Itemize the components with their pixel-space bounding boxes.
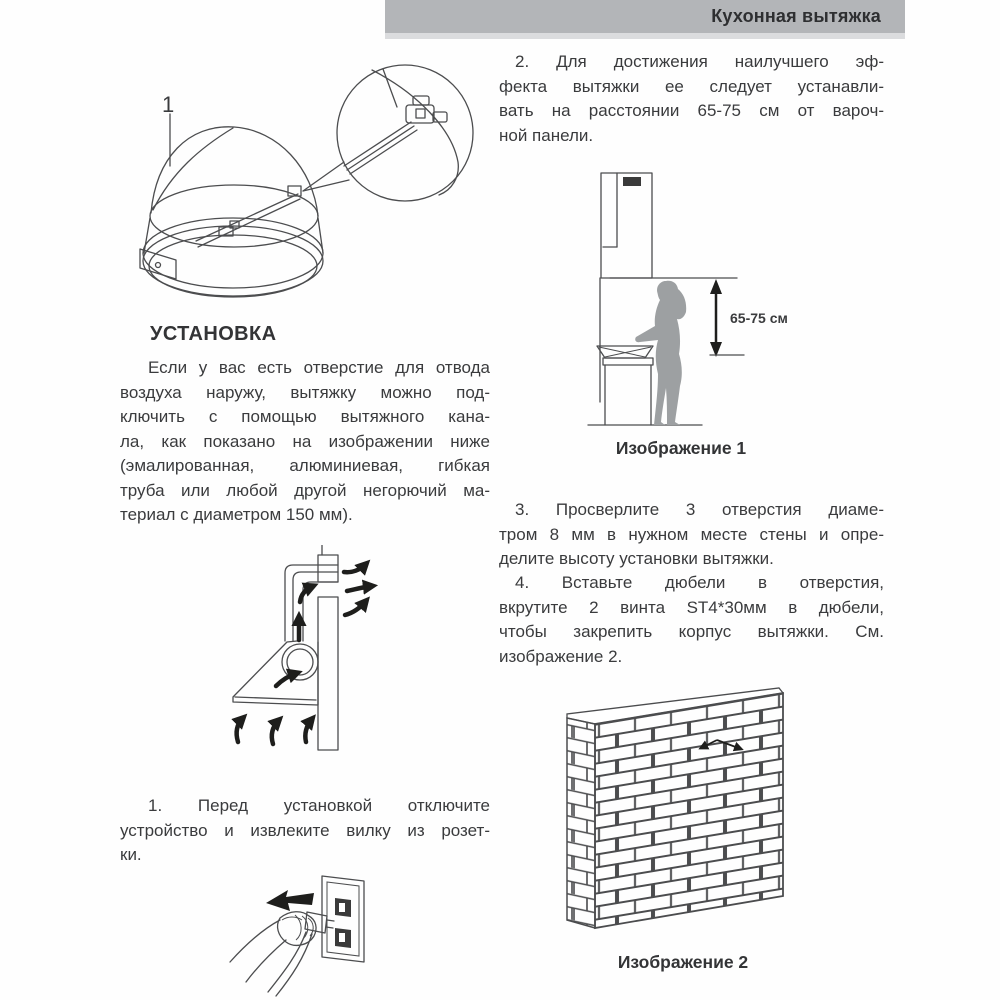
hood-profile bbox=[233, 641, 318, 705]
figure-round-hood bbox=[120, 50, 490, 310]
text-line: ла, как показано на изображении ниже bbox=[120, 431, 490, 451]
text-line: 2. Для достижения наилучшего эф- bbox=[515, 52, 884, 71]
figure-wall-duct bbox=[190, 545, 420, 775]
step-1-paragraph bbox=[120, 794, 490, 868]
figure-1 bbox=[570, 150, 870, 440]
text-line: изображение 2. bbox=[499, 646, 623, 666]
text-line: делите высоту установки вытяжки. bbox=[499, 549, 774, 568]
step-4-paragraph bbox=[499, 571, 884, 669]
part-number-label: 1 bbox=[162, 92, 175, 117]
wall-socket bbox=[322, 876, 364, 962]
text-line: ключить с помощью вытяжного кана- bbox=[120, 407, 490, 426]
figure-2-caption: Изображение 2 bbox=[617, 952, 749, 972]
text-line: ной панели. bbox=[499, 125, 594, 145]
round-hood-drawing bbox=[120, 50, 490, 310]
person-silhouette bbox=[635, 281, 686, 425]
magnifier-callout bbox=[303, 65, 473, 201]
text-line: вать на расстоянии 65-75 см от вароч- bbox=[499, 101, 884, 120]
text-line: устройство и извлеките вилку из розет- bbox=[120, 820, 490, 840]
text-line: Если у вас есть отверстие для отвода bbox=[148, 358, 490, 377]
figure-unplug bbox=[210, 870, 440, 1000]
hood-body-outline bbox=[143, 114, 323, 297]
figure-2 bbox=[545, 680, 795, 980]
pull-direction-arrow bbox=[266, 890, 314, 911]
dimension-label: 65-75 см bbox=[730, 310, 788, 326]
brick-wall bbox=[567, 688, 783, 928]
text-line: 3. Просверлите 3 отверстия диаме- bbox=[515, 500, 884, 519]
text-line: тром 8 мм в нужном месте стены и опре- bbox=[499, 524, 884, 544]
wall-hatched bbox=[318, 545, 338, 750]
duct-elbow bbox=[285, 565, 338, 641]
text-line: териал с диаметром 150 мм). bbox=[120, 505, 353, 524]
text-line: фекта вытяжки ее следует устанавли- bbox=[499, 76, 884, 96]
brick-wall-drawing bbox=[545, 680, 795, 980]
intro-paragraph bbox=[120, 356, 490, 528]
text-line: 4. Вставьте дюбели в отверстия, bbox=[515, 573, 884, 592]
step-3-paragraph bbox=[499, 498, 884, 572]
hand-with-plug bbox=[230, 912, 334, 996]
airflow-arrows bbox=[237, 564, 372, 744]
header-bar-shadow bbox=[385, 33, 905, 39]
wall-duct-drawing bbox=[190, 545, 420, 775]
text-line: чтобы закрепить корпус вытяжки. См. bbox=[499, 622, 884, 641]
text-line: воздуха наружу, вытяжку можно под- bbox=[120, 382, 490, 402]
text-line: 1. Перед установкой отключите bbox=[148, 796, 490, 815]
page-title: Кухонная вытяжка bbox=[711, 6, 881, 26]
header-bar bbox=[385, 0, 905, 33]
unplug-drawing bbox=[210, 870, 440, 1000]
figure-1-caption: Изображение 1 bbox=[615, 438, 747, 458]
cooktop-table bbox=[588, 346, 702, 425]
step-2-paragraph bbox=[499, 50, 884, 148]
damper-rod bbox=[196, 186, 301, 247]
mounting-height-drawing bbox=[570, 150, 870, 440]
section-heading: УСТАНОВКА bbox=[150, 323, 277, 345]
text-line: (эмалированная, алюминиевая, гибкая bbox=[120, 456, 490, 475]
text-line: труба или любой другой негорючий ма- bbox=[120, 480, 490, 500]
text-line: ки. bbox=[120, 845, 142, 864]
text-line: вкрутите 2 винта ST4*30мм в дюбели, bbox=[499, 597, 884, 617]
